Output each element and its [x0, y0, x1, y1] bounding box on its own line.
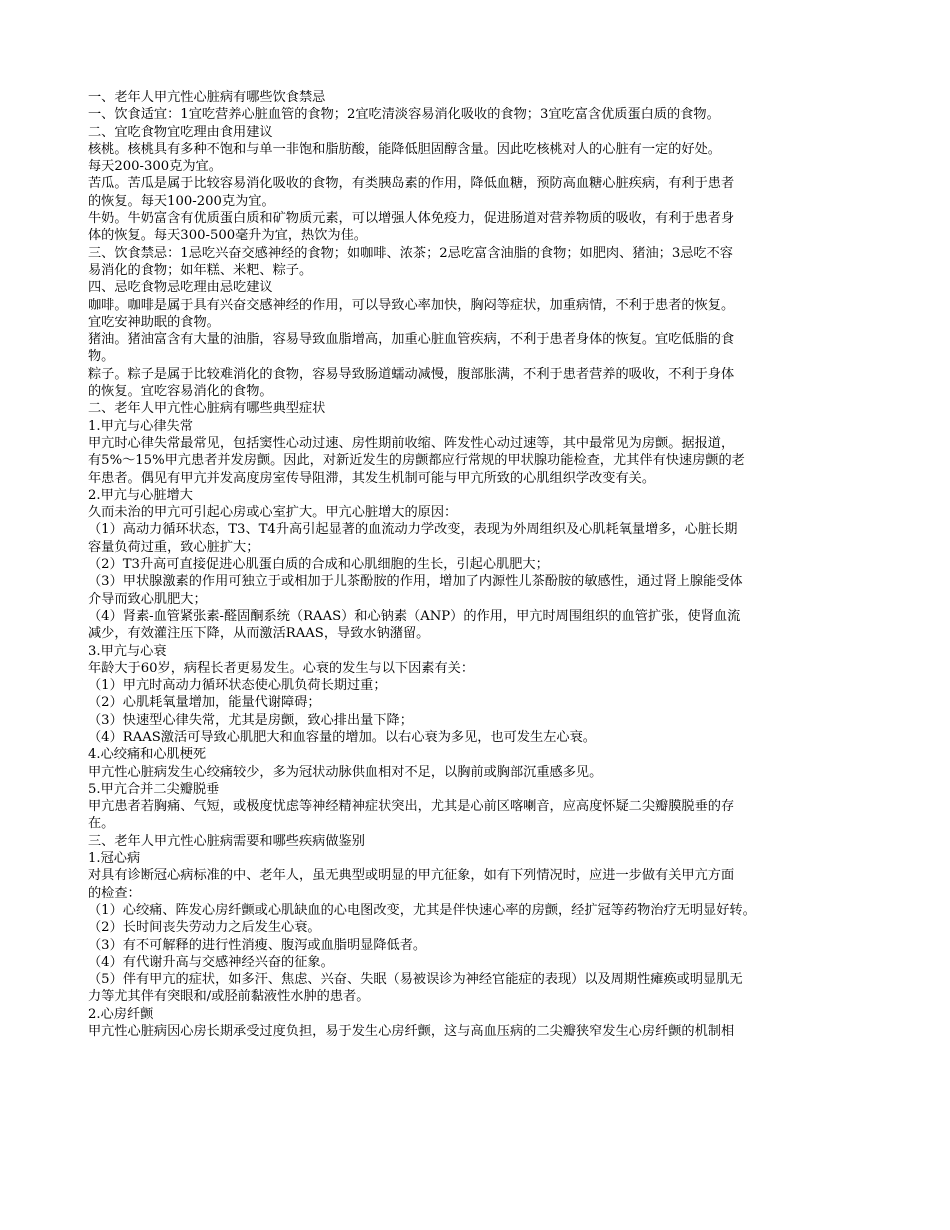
subsection-heading: 1.甲亢与心律失常 — [88, 418, 193, 434]
paragraph-line: 体的恢复。每天300-500毫升为宜，热饮为佳。 — [88, 228, 367, 244]
list-item-line: 减少，有效灌注压下降，从而激活RAAS，导致水钠潴留。 — [88, 626, 430, 642]
paragraph-line: 甲亢时心律失常最常见，包括窦性心动过速、房性期前收缩、阵发性心动过速等，其中最常见为房颤。据报道， — [88, 435, 735, 451]
paragraph-line: 咖啡。咖啡是属于具有兴奋交感神经的作用，可以导致心率加快，胸闷等症状，加重病情，不利于患者的恢复。 — [88, 297, 735, 313]
list-item-line: 容量负荷过重，致心脏扩大； — [88, 539, 260, 555]
paragraph-line: 年患者。偶见有甲亢并发高度房室传导阻滞，其发生机制可能与甲亢所致的心肌组织学改变有关。 — [88, 470, 656, 486]
subsection-heading: 1.冠心病 — [88, 851, 141, 867]
paragraph-line: 甲亢患者若胸痛、气短，或极度忧虑等神经精神症状突出，尤其是心前区喀喇音，应高度怀疑二尖瓣膜脱垂的存 — [88, 799, 735, 815]
document-body — [88, 89, 864, 1040]
list-item-line: （2）心肌耗氧量增加，能量代谢障碍； — [88, 695, 321, 711]
paragraph-line: 每天200-300克为宜。 — [88, 159, 222, 175]
list-item-line: 介导而致心肌肥大； — [88, 591, 207, 607]
list-item-line: （1）心绞痛、阵发心房纤颤或心肌缺血的心电图改变，尤其是伴快速心率的房颤，经扩冠等药物治疗无明显好转。 — [88, 902, 756, 918]
paragraph-line: 在。 — [88, 816, 115, 832]
paragraph-line: 物。 — [88, 349, 115, 365]
paragraph-line: 三、饮食禁忌：1忌吃兴奋交感神经的食物；如咖啡、浓茶；2忌吃富含油脂的食物；如肥肉、猪油；3忌吃不容 — [88, 245, 733, 261]
list-item-line: （4）RAAS激活可导致心肌肥大和血容量的增加。以右心衰为多见，也可发生左心衰。 — [88, 729, 596, 745]
list-item-line: （4）有代谢升高与交感神经兴奋的征象。 — [88, 954, 334, 970]
paragraph-line: 对具有诊断冠心病标准的中、老年人，虽无典型或明显的甲亢征象，如有下列情况时，应进一步做有关甲亢方面 — [88, 868, 735, 884]
list-item-line: （1）高动力循环状态，T3、T4升高引起显著的血流动力学改变，表现为外周组织及心肌耗氧量增多，心脏长期 — [88, 522, 738, 538]
paragraph-line: 的恢复。宜吃容易消化的食物。 — [88, 384, 273, 400]
list-item-line: （4）肾素-血管紧张素-醛固酮系统（RAAS）和心钠素（ANP）的作用，甲亢时周围组织的血管扩张，使肾血流 — [88, 608, 741, 624]
paragraph-line: 宜吃安神助眠的食物。 — [88, 314, 220, 330]
subsection-heading: 4.心绞痛和心肌梗死 — [88, 747, 207, 763]
paragraph-line: 猪油。猪油富含有大量的油脂，容易导致血脂增高，加重心脏血管疾病，不利于患者身体的恢复。宜吃低脂的食 — [88, 332, 735, 348]
paragraph-line: 粽子。粽子是属于比较难消化的食物，容易导致肠道蠕动减慢，腹部胀满，不利于患者营养的吸收，不利于身体 — [88, 366, 735, 382]
paragraph-line: 有5%～15%甲亢患者并发房颤。因此，对新近发生的房颤都应行常规的甲状腺功能检查，尤其伴有快速房颤的老 — [88, 453, 745, 469]
section-heading: 四、忌吃食物忌吃理由忌吃建议 — [88, 280, 273, 296]
list-item-line: 力等尤其伴有突眼和/或胫前黏液性水肿的患者。 — [88, 989, 370, 1005]
subsection-heading: 2.心房纤颤 — [88, 1006, 154, 1022]
paragraph-line: 年龄大于60岁，病程长者更易发生。心衰的发生与以下因素有关： — [88, 660, 475, 676]
subsection-heading: 2.甲亢与心脏增大 — [88, 487, 193, 503]
subsection-heading: 5.甲亢合并二尖瓣脱垂 — [88, 781, 220, 797]
section-heading: 二、老年人甲亢性心脏病有哪些典型症状 — [88, 401, 326, 417]
paragraph-line: 一、饮食适宜：1宜吃营养心脏血管的食物；2宜吃清淡容易消化吸收的食物；3宜吃富含优质蛋白质的食物。 — [88, 107, 720, 123]
list-item-line: （1）甲亢时高动力循环状态使心肌负荷长期过重； — [88, 678, 387, 694]
paragraph-line: 牛奶。牛奶富含有优质蛋白质和矿物质元素，可以增强人体免疫力，促进肠道对营养物质的吸收，有利于患者身 — [88, 211, 735, 227]
paragraph-line: 甲亢性心脏病因心房长期承受过度负担，易于发生心房纤颤，这与高血压病的二尖瓣狭窄发生心房纤颤的机制相 — [88, 1024, 735, 1040]
list-item-line: （3）甲状腺激素的作用可独立于或相加于儿茶酚胺的作用，增加了内源性儿茶酚胺的敏感性，通过肾上腺能受体 — [88, 574, 743, 590]
paragraph-line: 久而未治的甲亢可引起心房或心室扩大。甲亢心脏增大的原因： — [88, 505, 458, 521]
paragraph-line: 核桃。核桃具有多种不饱和与单一非饱和脂肪酸，能降低胆固醇含量。因此吃核桃对人的心脏有一定的好处。 — [88, 141, 721, 157]
list-item-line: （2）T3升高可直接促进心肌蛋白质的合成和心肌细胞的生长，引起心肌肥大； — [88, 557, 549, 573]
paragraph-line: 苦瓜。苦瓜是属于比较容易消化吸收的食物，有类胰岛素的作用，降低血糖，预防高血糖心脏疾病，有利于患者 — [88, 176, 735, 192]
list-item-line: （3）有不可解释的进行性消瘦、腹泻或血脂明显降低者。 — [88, 937, 427, 953]
section-heading: 三、老年人甲亢性心脏病需要和哪些疾病做鉴别 — [88, 833, 365, 849]
list-item-line: （2）长时间丧失劳动力之后发生心衰。 — [88, 920, 321, 936]
paragraph-line: 易消化的食物；如年糕、米粑、粽子。 — [88, 262, 313, 278]
subsection-heading: 3.甲亢与心衰 — [88, 643, 167, 659]
list-item-line: （3）快速型心律失常，尤其是房颤，致心排出量下降； — [88, 712, 413, 728]
paragraph-line: 的检查： — [88, 885, 141, 901]
paragraph-line: 的恢复。每天100-200克为宜。 — [88, 193, 275, 209]
section-heading: 二、宜吃食物宜吃理由食用建议 — [88, 124, 273, 140]
section-heading: 一、老年人甲亢性心脏病有哪些饮食禁忌 — [88, 90, 326, 105]
list-item-line: （5）伴有甲亢的症状，如多汗、焦虑、兴奋、失眠（易被误诊为神经官能症的表现）以及周期性瘫痪或明显肌无 — [88, 972, 743, 988]
paragraph-line: 甲亢性心脏病发生心绞痛较少，多为冠状动脉供血相对不足，以胸前或胸部沉重感多见。 — [88, 764, 603, 780]
